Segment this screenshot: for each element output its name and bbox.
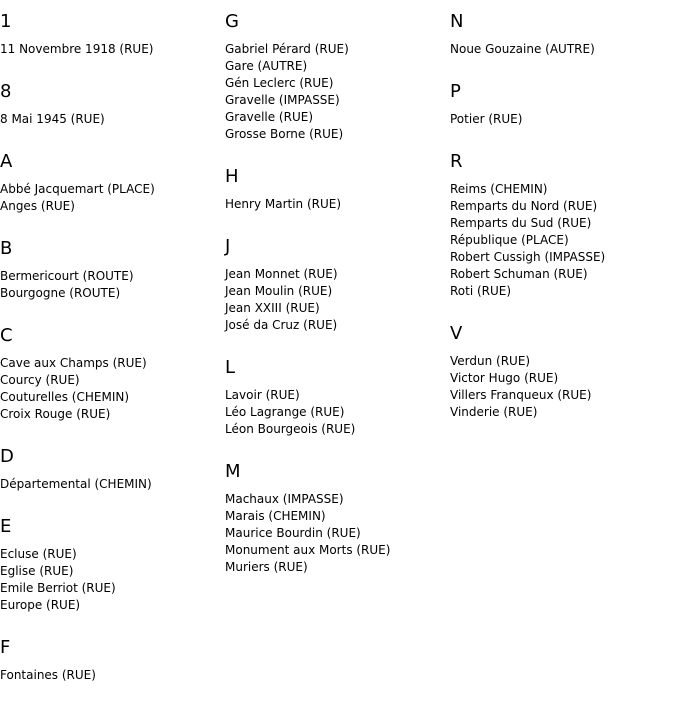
street-link[interactable]: Noue Gouzaine (AUTRE) (450, 42, 595, 56)
street-link[interactable]: 8 Mai 1945 (RUE) (0, 112, 105, 126)
street-link[interactable]: Gén Leclerc (RUE) (225, 76, 334, 90)
street-link[interactable]: Gabriel Pérard (RUE) (225, 42, 349, 56)
street-link[interactable]: 11 Novembre 1918 (RUE) (0, 42, 154, 56)
group-letter-heading: L (225, 357, 236, 378)
group-letter-heading: C (0, 325, 13, 346)
group-letter-heading: P (450, 81, 461, 102)
group-spacer (0, 614, 225, 626)
index-column (0, 0, 225, 696)
street-link[interactable]: Croix Rouge (RUE) (0, 407, 111, 421)
street-link[interactable]: Lavoir (RUE) (225, 388, 300, 402)
street-link[interactable]: Courcy (RUE) (0, 373, 80, 387)
group-letter-heading: N (450, 11, 464, 32)
letter-group (225, 357, 450, 450)
street-link[interactable]: Monument aux Morts (RUE) (225, 543, 391, 557)
street-link[interactable]: Gravelle (IMPASSE) (225, 93, 340, 107)
group-letter-heading: E (0, 516, 12, 537)
street-link[interactable]: Bourgogne (ROUTE) (0, 286, 121, 300)
letter-group (225, 461, 450, 588)
group-letter-heading: J (225, 236, 231, 257)
street-link[interactable]: Marais (CHEMIN) (225, 509, 326, 523)
index-column (450, 0, 675, 696)
street-link[interactable]: Jean Moulin (RUE) (225, 284, 333, 298)
letter-group (450, 81, 675, 140)
street-link[interactable]: Remparts du Sud (RUE) (450, 216, 592, 230)
letter-group (0, 11, 225, 70)
letter-group (0, 637, 225, 696)
street-link[interactable]: Fontaines (RUE) (0, 668, 96, 682)
street-link[interactable]: République (PLACE) (450, 233, 569, 247)
group-spacer (0, 423, 225, 435)
street-link[interactable]: Gravelle (RUE) (225, 110, 314, 124)
letter-group (225, 166, 450, 225)
street-link[interactable]: Gare (AUTRE) (225, 59, 308, 73)
street-link[interactable]: Villers Franqueux (RUE) (450, 388, 592, 402)
group-spacer (225, 213, 450, 225)
group-letter-heading: G (225, 11, 239, 32)
group-letter-heading: A (0, 151, 13, 172)
group-spacer (0, 684, 225, 696)
group-letter-heading: M (225, 461, 241, 482)
street-link[interactable]: Grosse Borne (RUE) (225, 127, 344, 141)
street-link[interactable]: Jean Monnet (RUE) (225, 267, 338, 281)
street-link[interactable]: Europe (RUE) (0, 598, 81, 612)
street-link[interactable]: Robert Cussigh (IMPASSE) (450, 250, 606, 264)
group-spacer (450, 300, 675, 312)
group-spacer (0, 302, 225, 314)
street-link[interactable]: Maurice Bourdin (RUE) (225, 526, 361, 540)
street-link[interactable]: Muriers (RUE) (225, 560, 308, 574)
group-spacer (225, 438, 450, 450)
group-spacer (0, 58, 225, 70)
group-letter-heading: D (0, 446, 14, 467)
street-link[interactable]: Abbé Jacquemart (PLACE) (0, 182, 155, 196)
group-letter-heading: H (225, 166, 239, 187)
street-link[interactable]: Anges (RUE) (0, 199, 75, 213)
street-link[interactable]: Vinderie (RUE) (450, 405, 538, 419)
letter-group (0, 238, 225, 314)
street-link[interactable]: Henry Martin (RUE) (225, 197, 342, 211)
group-spacer (225, 576, 450, 588)
group-letter-heading: B (0, 238, 13, 259)
letter-group (0, 81, 225, 140)
letter-group (450, 11, 675, 70)
street-link[interactable]: Victor Hugo (RUE) (450, 371, 559, 385)
street-link[interactable]: Léo Lagrange (RUE) (225, 405, 345, 419)
group-spacer (0, 493, 225, 505)
letter-group (0, 151, 225, 227)
group-letter-heading: F (0, 637, 11, 658)
group-letter-heading: 1 (0, 11, 12, 32)
street-link[interactable]: Verdun (RUE) (450, 354, 531, 368)
letter-group (0, 325, 225, 435)
group-spacer (225, 334, 450, 346)
street-link[interactable]: Machaux (IMPASSE) (225, 492, 344, 506)
street-link[interactable]: Eglise (RUE) (0, 564, 74, 578)
street-link[interactable]: Bermericourt (ROUTE) (0, 269, 134, 283)
group-spacer (450, 58, 675, 70)
index-column (225, 0, 450, 696)
group-spacer (225, 143, 450, 155)
street-link[interactable]: Remparts du Nord (RUE) (450, 199, 598, 213)
group-spacer (450, 421, 675, 433)
group-spacer (450, 128, 675, 140)
letter-group (225, 11, 450, 155)
letter-group (225, 236, 450, 346)
group-letter-heading: R (450, 151, 463, 172)
letter-group (0, 446, 225, 505)
street-link[interactable]: Couturelles (CHEMIN) (0, 390, 130, 404)
street-link[interactable]: Cave aux Champs (RUE) (0, 356, 147, 370)
letter-group (450, 323, 675, 433)
street-link[interactable]: Roti (RUE) (450, 284, 512, 298)
group-spacer (0, 128, 225, 140)
street-link[interactable]: Départemental (CHEMIN) (0, 477, 152, 491)
street-link[interactable]: Léon Bourgeois (RUE) (225, 422, 356, 436)
street-link[interactable]: José da Cruz (RUE) (225, 318, 338, 332)
street-link[interactable]: Robert Schuman (RUE) (450, 267, 588, 281)
letter-group (450, 151, 675, 312)
group-letter-heading: V (450, 323, 463, 344)
letter-group (0, 516, 225, 626)
street-link[interactable]: Ecluse (RUE) (0, 547, 77, 561)
street-link[interactable]: Potier (RUE) (450, 112, 523, 126)
street-link[interactable]: Jean XXIII (RUE) (225, 301, 320, 315)
group-spacer (0, 215, 225, 227)
street-link[interactable]: Emile Berriot (RUE) (0, 581, 116, 595)
street-link[interactable]: Reims (CHEMIN) (450, 182, 548, 196)
group-letter-heading: 8 (0, 81, 12, 102)
